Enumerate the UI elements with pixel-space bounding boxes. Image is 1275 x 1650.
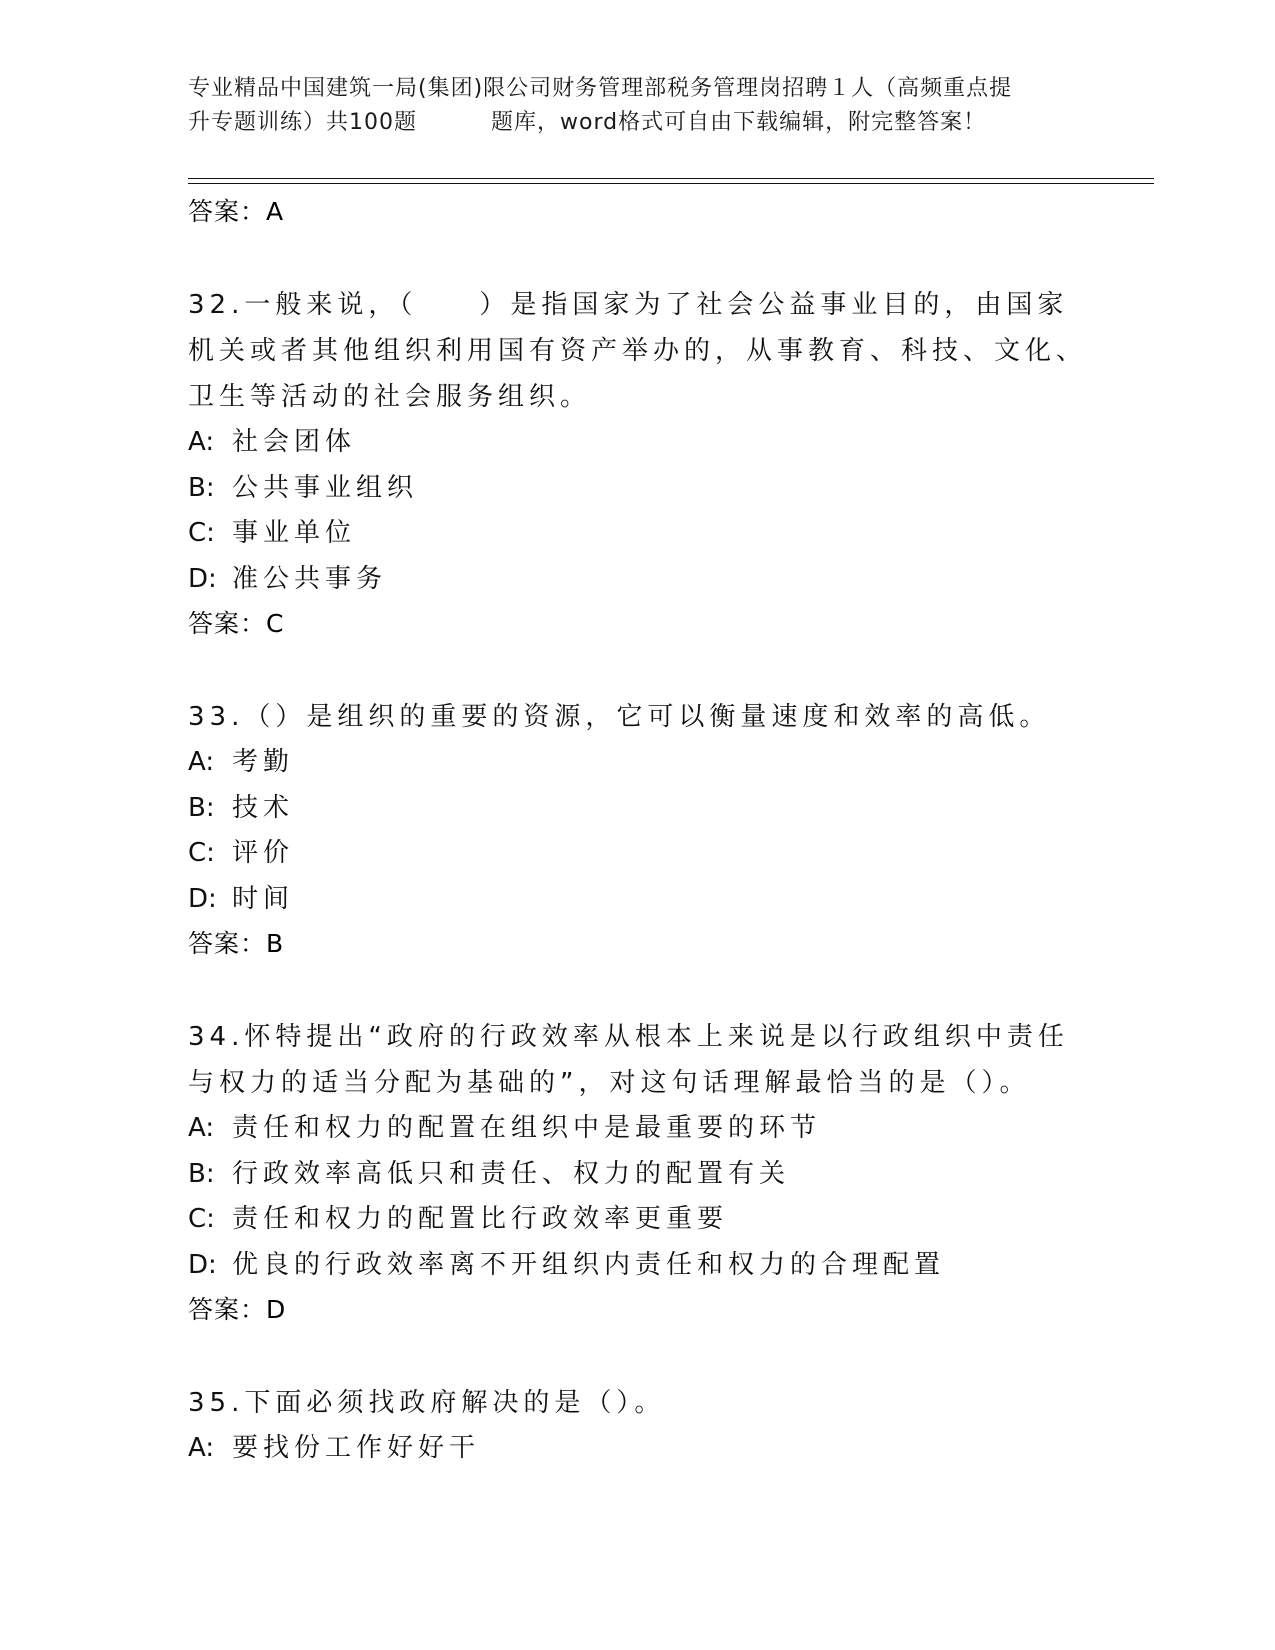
option-letter: B: [188, 472, 215, 503]
option-d [188, 557, 1088, 603]
option-letter: B: [188, 792, 215, 823]
header-divider-bottom [188, 183, 1154, 184]
option-letter: C: [188, 1204, 215, 1234]
spacer [188, 1332, 1088, 1380]
option-letter: C: [188, 838, 215, 868]
option-a [188, 420, 1088, 466]
answer-line: 答案：C [188, 609, 285, 638]
option-letter: D: [188, 883, 217, 914]
option-letter: A: [188, 1113, 215, 1143]
spacer [188, 966, 1088, 1014]
option-letter: D: [188, 1249, 217, 1280]
header-title-line-2 [188, 106, 1088, 140]
option-a [188, 1106, 1088, 1152]
question-block [188, 282, 1088, 646]
question-list [188, 190, 1088, 1472]
option-b [188, 1152, 1088, 1198]
question-block [188, 1014, 1088, 1332]
answer-line: 答案：B [188, 929, 285, 958]
option-text: 时间 [232, 883, 295, 914]
question-text: 33.（）是组织的重要的资源，它可以衡量速度和效率的高低。 [188, 702, 1051, 732]
header-subtitle-right: 题库，word格式可自由下载编辑，附完整答案！ [491, 110, 987, 135]
spacer [188, 234, 1088, 282]
option-text: 要找份工作好好干 [232, 1433, 481, 1463]
option-letter: D: [188, 563, 217, 594]
header-divider-top [188, 178, 1154, 179]
option-text: 责任和权力的配置比行政效率更重要 [232, 1204, 729, 1234]
answer-line: 答案：D [188, 1295, 287, 1324]
question-text: 34.怀特提出“政府的行政效率从根本上来说是以行政组织中责任与权力的适当分配为基础的”，对这句话理解最恰当的是（）。 [188, 1022, 1069, 1098]
option-text: 优良的行政效率离不开组织内责任和权力的合理配置 [232, 1249, 946, 1280]
question-text: 32.一般来说，（ ）是指国家为了社会公益事业目的，由国家机关或者其他组织利用国有资产举办的，从事教育、科技、文化、卫生等活动的社会服务组织。 [188, 290, 1088, 412]
option-b [188, 786, 1088, 832]
option-d [188, 877, 1088, 923]
option-text: 技术 [232, 792, 295, 823]
previous-answer: 答案：A [188, 197, 285, 226]
option-c [188, 1197, 1088, 1243]
option-letter: C: [188, 518, 215, 548]
option-letter: B: [188, 1158, 215, 1189]
question-text: 35.下面必须找政府解决的是（）。 [188, 1388, 666, 1418]
header-title-line-1: 专业精品中国建筑一局(集团)限公司财务管理部税务管理岗招聘１人（高频重点提 [188, 76, 1013, 101]
page-header [188, 72, 1088, 140]
option-b [188, 466, 1088, 512]
option-text: 责任和权力的配置在组织中是最重要的环节 [232, 1113, 822, 1143]
option-letter: A: [188, 427, 215, 457]
option-text: 准公共事务 [232, 563, 388, 594]
option-letter: A: [188, 1433, 215, 1463]
option-c [188, 511, 1088, 557]
option-letter: A: [188, 747, 215, 777]
question-block [188, 1380, 1088, 1472]
option-text: 考勤 [232, 747, 295, 777]
option-text: 评价 [232, 838, 295, 868]
option-text: 社会团体 [232, 427, 357, 457]
header-subtitle-left: 升专题训练）共100题 [188, 110, 417, 135]
option-d [188, 1243, 1088, 1289]
spacer [188, 646, 1088, 694]
option-text: 行政效率高低只和责任、权力的配置有关 [232, 1158, 791, 1189]
option-text: 事业单位 [232, 518, 357, 548]
option-c [188, 831, 1088, 877]
option-text: 公共事业组织 [232, 472, 419, 503]
option-a [188, 1426, 1088, 1472]
option-a [188, 740, 1088, 786]
question-block [188, 694, 1088, 966]
